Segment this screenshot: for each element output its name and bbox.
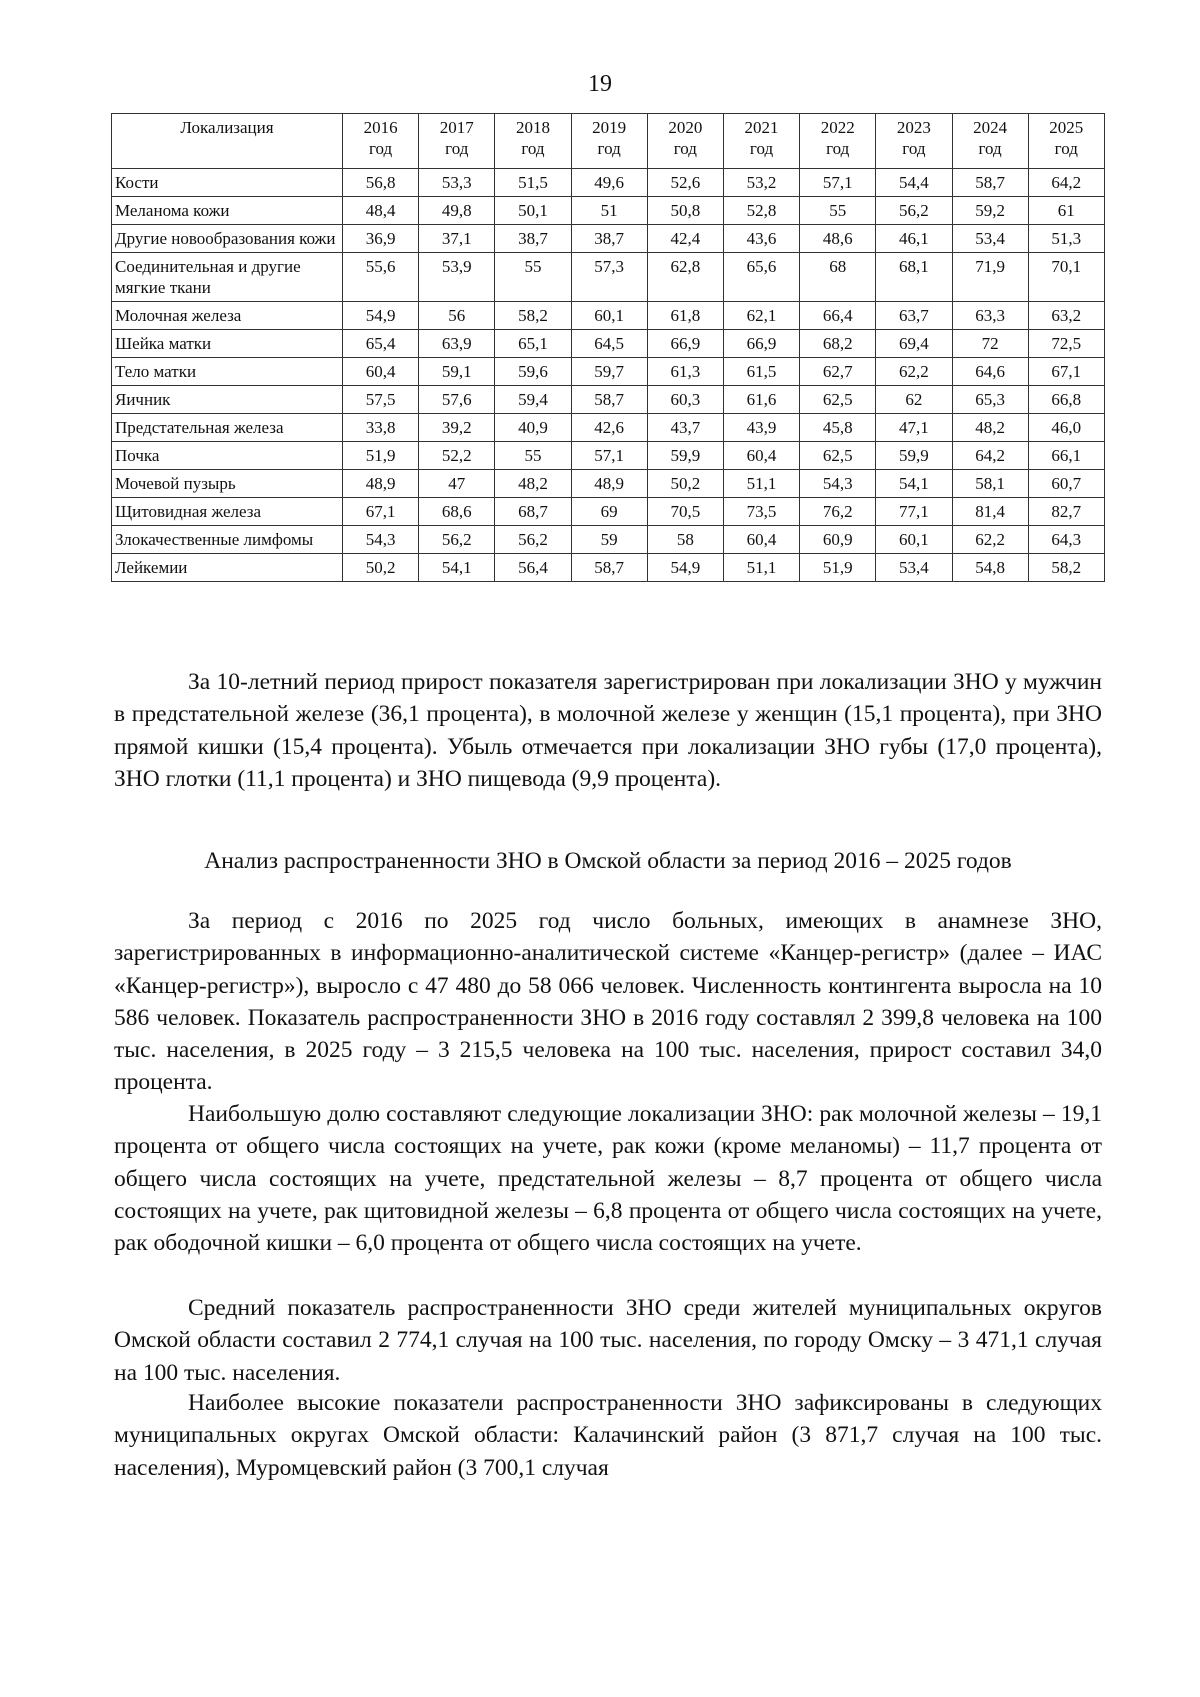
cell-value: 51,9: [343, 442, 419, 470]
cell-value: 50,2: [343, 554, 419, 582]
paragraph-average: Средний показатель распространенности ЗНО среди жителей муниципальных округов Омской области составил 2 774,1 случая на 100 тыс. населения, по городу Омску – 3 471,1 случая на 100 тыс. населения.: [114, 1295, 1102, 1386]
cell-value: 57,1: [571, 442, 647, 470]
cell-value: 56,2: [876, 197, 952, 225]
table-row: [112, 169, 1105, 197]
cell-value: 60,4: [723, 526, 799, 554]
page-number: 19: [588, 71, 612, 97]
cell-value: 72: [952, 330, 1028, 358]
cell-value: 64,2: [952, 442, 1028, 470]
cell-value: 53,2: [723, 169, 799, 197]
cell-value: 66,8: [1028, 386, 1104, 414]
header-year-2017: [419, 114, 495, 169]
cell-value: 54,1: [876, 470, 952, 498]
header-year-2024: [952, 114, 1028, 169]
cell-value: 48,9: [571, 470, 647, 498]
row-label: Другие новообразования кожи: [112, 225, 343, 253]
cell-value: 51,1: [723, 554, 799, 582]
cell-value: 54,3: [343, 526, 419, 554]
cell-value: 59,4: [495, 386, 571, 414]
cell-value: 68: [800, 253, 876, 302]
cell-value: 60,4: [343, 358, 419, 386]
cell-value: 62,5: [800, 386, 876, 414]
cell-value: 58,7: [571, 554, 647, 582]
cell-value: 65,6: [723, 253, 799, 302]
cell-value: 57,6: [419, 386, 495, 414]
header-year-suffix: год: [673, 139, 697, 158]
cell-value: 64,2: [1028, 169, 1104, 197]
header-year-2021: [723, 114, 799, 169]
cell-value: 63,2: [1028, 302, 1104, 330]
row-label: Мочевой пузырь: [112, 470, 343, 498]
cell-value: 48,2: [495, 470, 571, 498]
row-label: Молочная железа: [112, 302, 343, 330]
cell-value: 58: [647, 526, 723, 554]
row-label: Шейка матки: [112, 330, 343, 358]
row-label: Соединительная и другие мягкие ткани: [112, 253, 343, 302]
cell-value: 71,9: [952, 253, 1028, 302]
header-year-suffix: год: [368, 139, 393, 158]
paragraph-prevalence: За период с 2016 по 2025 год число больных, имеющих в анамнезе ЗНО, зарегистрированных в информационно-аналитической системе «Канцер-регистр» (далее – ИАС «Канцер-регистр»), выросло с 47 480 до 58 066 человек. Численность контингента выросла на 10 586 человек. Показатель распространенности ЗНО в 2016 году составлял 2 399,8 человека на 100 тыс. населения, в 2025 году – 3 215,5 человека на 100 тыс. населения, прирост составил 34,0 процента.: [114, 908, 1102, 1096]
cell-value: 47,1: [876, 414, 952, 442]
cell-value: 61,6: [723, 386, 799, 414]
cell-value: 59,1: [419, 358, 495, 386]
cell-value: 47: [419, 470, 495, 498]
header-localization: Локализация: [112, 114, 343, 169]
cell-value: 64,3: [1028, 526, 1104, 554]
cell-value: 56,8: [343, 169, 419, 197]
cell-value: 50,2: [647, 470, 723, 498]
cell-value: 48,6: [800, 225, 876, 253]
cell-value: 62,2: [952, 526, 1028, 554]
cell-value: 46,0: [1028, 414, 1104, 442]
header-year-value: 2023: [896, 118, 931, 137]
header-year-suffix: год: [902, 139, 926, 158]
cell-value: 53,4: [952, 225, 1028, 253]
cell-value: 65,3: [952, 386, 1028, 414]
cell-value: 59,2: [952, 197, 1028, 225]
cell-value: 59,9: [647, 442, 723, 470]
cell-value: 61,3: [647, 358, 723, 386]
cell-value: 66,9: [723, 330, 799, 358]
cell-value: 48,2: [952, 414, 1028, 442]
cell-value: 62,8: [647, 253, 723, 302]
cell-value: 55,6: [343, 253, 419, 302]
cell-value: 58,2: [1028, 554, 1104, 582]
section-heading: Анализ распространенности ЗНО в Омской области за период 2016 – 2025 годов: [204, 848, 1012, 874]
cell-value: 60,9: [800, 526, 876, 554]
header-year-value: 2024: [973, 118, 1008, 137]
cell-value: 56,4: [495, 554, 571, 582]
cell-value: 51,1: [723, 470, 799, 498]
table-body: [112, 169, 1105, 582]
table-row: [112, 554, 1105, 582]
cell-value: 57,5: [343, 386, 419, 414]
cell-value: 51,5: [495, 169, 571, 197]
cell-value: 66,1: [1028, 442, 1104, 470]
cell-value: 42,6: [571, 414, 647, 442]
cell-value: 53,9: [419, 253, 495, 302]
cell-value: 50,8: [647, 197, 723, 225]
paragraph-growth: За 10-летний период прирост показателя зарегистрирован при локализации ЗНО у мужчин в предстательной железе (36,1 процента), в молочной железе у женщин (15,1 процента), при ЗНО прямой кишки (15,4 процента). Убыль отмечается при локализации ЗНО губы (17,0 процента), ЗНО глотки (11,1 процента) и ЗНО пищевода (9,9 процента).: [114, 669, 1102, 792]
cell-value: 66,9: [647, 330, 723, 358]
cell-value: 48,9: [343, 470, 419, 498]
cell-value: 51,9: [800, 554, 876, 582]
table-row: [112, 470, 1105, 498]
cell-value: 63,7: [876, 302, 952, 330]
header-year-value: 2022: [820, 118, 855, 137]
table-row: [112, 386, 1105, 414]
row-label: Щитовидная железа: [112, 498, 343, 526]
header-year-suffix: год: [749, 139, 774, 158]
cell-value: 68,1: [876, 253, 952, 302]
table-row: [112, 302, 1105, 330]
cell-value: 62,5: [800, 442, 876, 470]
cell-value: 42,4: [647, 225, 723, 253]
cell-value: 54,1: [419, 554, 495, 582]
cell-value: 59,9: [876, 442, 952, 470]
cell-value: 59,7: [571, 358, 647, 386]
cell-value: 45,8: [800, 414, 876, 442]
cell-value: 43,7: [647, 414, 723, 442]
cell-value: 38,7: [571, 225, 647, 253]
cell-value: 53,3: [419, 169, 495, 197]
cell-value: 61,8: [647, 302, 723, 330]
cell-value: 38,7: [495, 225, 571, 253]
cell-value: 49,6: [571, 169, 647, 197]
header-year-suffix: год: [826, 139, 850, 158]
cell-value: 82,7: [1028, 498, 1104, 526]
paragraph-highest: Наиболее высокие показатели распространенности ЗНО зафиксированы в следующих муниципальных округах Омской области: Калачинский район (3 871,7 случая на 100 тыс. населения), Муромцевский район (3 700,1 случая: [114, 1390, 1102, 1481]
table-row: [112, 358, 1105, 386]
paragraph-largest-share: Наибольшую долю составляют следующие локализации ЗНО: рак молочной железы – 19,1 процента от общего числа состоящих на учете, рак кожи (кроме меланомы) – 11,7 процента от общего числа состоящих на учете, предстательной железы – 8,7 процента от общего числа состоящих на учете, рак щитовидной железы – 6,8 процента от общего числа состоящих на учете, рак ободочной кишки – 6,0 процента от общего числа состоящих на учете.: [114, 1101, 1102, 1257]
cell-value: 62,2: [876, 358, 952, 386]
cell-value: 56,2: [495, 526, 571, 554]
cell-value: 54,3: [800, 470, 876, 498]
table-row: [112, 414, 1105, 442]
header-year-2025: [1028, 114, 1104, 169]
cell-value: 43,9: [723, 414, 799, 442]
cell-value: 76,2: [800, 498, 876, 526]
header-year-suffix: год: [978, 139, 1002, 158]
cell-value: 59: [571, 526, 647, 554]
header-year-value: 2019: [592, 118, 627, 137]
cell-value: 51,3: [1028, 225, 1104, 253]
header-year-value: 2021: [744, 118, 779, 137]
cell-value: 61: [1028, 197, 1104, 225]
cell-value: 50,1: [495, 197, 571, 225]
cell-value: 52,6: [647, 169, 723, 197]
row-label: Злокачественные лимфомы: [112, 526, 343, 554]
header-year-2022: [800, 114, 876, 169]
localization-table: [111, 113, 1105, 582]
cell-value: 62,7: [800, 358, 876, 386]
row-label: Кости: [112, 169, 343, 197]
cell-value: 64,6: [952, 358, 1028, 386]
header-year-suffix: год: [1054, 139, 1078, 158]
cell-value: 40,9: [495, 414, 571, 442]
cell-value: 56: [419, 302, 495, 330]
cell-value: 57,1: [800, 169, 876, 197]
cell-value: 68,6: [419, 498, 495, 526]
cell-value: 37,1: [419, 225, 495, 253]
cell-value: 81,4: [952, 498, 1028, 526]
header-year-2016: [343, 114, 419, 169]
row-label: Тело матки: [112, 358, 343, 386]
cell-value: 65,4: [343, 330, 419, 358]
header-year-value: 2018: [515, 118, 550, 137]
header-year-2023: [876, 114, 952, 169]
cell-value: 69: [571, 498, 647, 526]
table-row: [112, 498, 1105, 526]
cell-value: 58,1: [952, 470, 1028, 498]
cell-value: 51: [571, 197, 647, 225]
table-row: [112, 442, 1105, 470]
row-label: Меланома кожи: [112, 197, 343, 225]
cell-value: 65,1: [495, 330, 571, 358]
cell-value: 49,8: [419, 197, 495, 225]
table-row: [112, 225, 1105, 253]
header-year-suffix: год: [597, 139, 621, 158]
cell-value: 52,2: [419, 442, 495, 470]
table-row: [112, 253, 1105, 302]
header-year-value: 2025: [1049, 118, 1084, 137]
row-label: Яичник: [112, 386, 343, 414]
cell-value: 63,9: [419, 330, 495, 358]
cell-value: 53,4: [876, 554, 952, 582]
row-label: Лейкемии: [112, 554, 343, 582]
table-row: [112, 526, 1105, 554]
cell-value: 62,1: [723, 302, 799, 330]
cell-value: 68,7: [495, 498, 571, 526]
cell-value: 60,3: [647, 386, 723, 414]
cell-value: 59,6: [495, 358, 571, 386]
cell-value: 60,1: [571, 302, 647, 330]
cell-value: 54,8: [952, 554, 1028, 582]
cell-value: 69,4: [876, 330, 952, 358]
cell-value: 33,8: [343, 414, 419, 442]
cell-value: 60,7: [1028, 470, 1104, 498]
cell-value: 60,4: [723, 442, 799, 470]
cell-value: 68,2: [800, 330, 876, 358]
cell-value: 55: [495, 442, 571, 470]
cell-value: 73,5: [723, 498, 799, 526]
cell-value: 64,5: [571, 330, 647, 358]
table-row: [112, 330, 1105, 358]
cell-value: 72,5: [1028, 330, 1104, 358]
cell-value: 61,5: [723, 358, 799, 386]
cell-value: 60,1: [876, 526, 952, 554]
cell-value: 55: [495, 253, 571, 302]
cell-value: 67,1: [343, 498, 419, 526]
header-year-value: 2017: [439, 118, 474, 137]
cell-value: 57,3: [571, 253, 647, 302]
cell-value: 55: [800, 197, 876, 225]
cell-value: 58,2: [495, 302, 571, 330]
cell-value: 66,4: [800, 302, 876, 330]
table-header-row: [112, 114, 1105, 169]
cell-value: 54,9: [343, 302, 419, 330]
cell-value: 56,2: [419, 526, 495, 554]
cell-value: 52,8: [723, 197, 799, 225]
cell-value: 58,7: [952, 169, 1028, 197]
header-year-suffix: год: [521, 139, 545, 158]
cell-value: 63,3: [952, 302, 1028, 330]
table-row: [112, 197, 1105, 225]
cell-value: 46,1: [876, 225, 952, 253]
cell-value: 62: [876, 386, 952, 414]
cell-value: 54,9: [647, 554, 723, 582]
cell-value: 58,7: [571, 386, 647, 414]
header-year-2020: [647, 114, 723, 169]
cell-value: 39,2: [419, 414, 495, 442]
cell-value: 70,1: [1028, 253, 1104, 302]
cell-value: 77,1: [876, 498, 952, 526]
header-year-suffix: год: [445, 139, 469, 158]
cell-value: 36,9: [343, 225, 419, 253]
cell-value: 48,4: [343, 197, 419, 225]
cell-value: 54,4: [876, 169, 952, 197]
header-year-2019: [571, 114, 647, 169]
cell-value: 70,5: [647, 498, 723, 526]
header-year-value: 2020: [668, 118, 703, 137]
row-label: Почка: [112, 442, 343, 470]
cell-value: 43,6: [723, 225, 799, 253]
header-year-value: 2016: [363, 118, 398, 137]
cell-value: 67,1: [1028, 358, 1104, 386]
row-label: Предстательная железа: [112, 414, 343, 442]
header-year-2018: [495, 114, 571, 169]
